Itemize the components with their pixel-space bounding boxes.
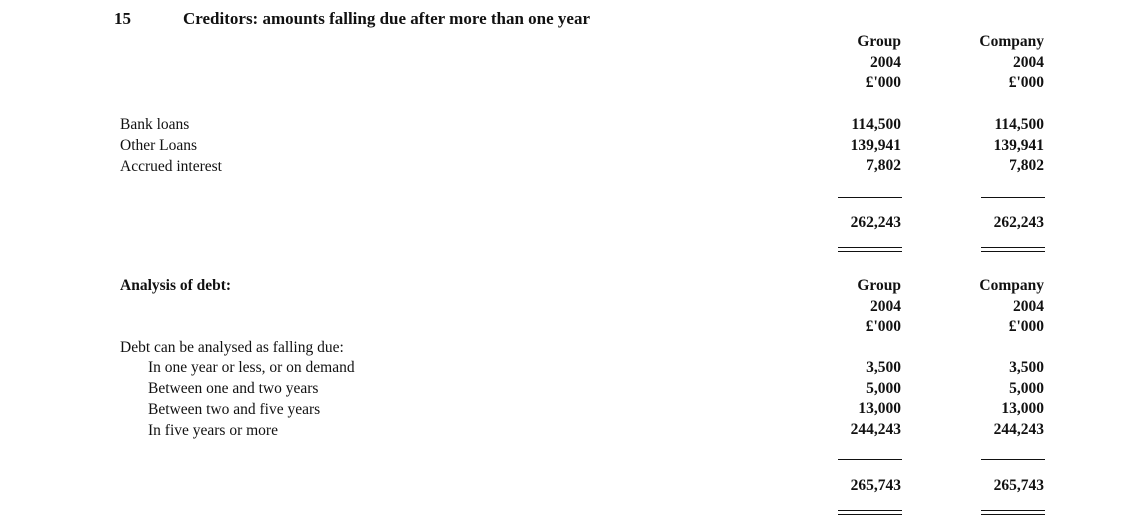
row-label-accrued-interest: Accrued interest (120, 158, 222, 175)
cell-value: 5,000 (1009, 379, 1044, 397)
analysis-company-header (979, 276, 1044, 338)
header-line: £'000 (1008, 318, 1044, 335)
analysis-company-values (994, 358, 1044, 440)
row-label-bank-loans: Bank loans (120, 116, 190, 133)
analysis-group-values (851, 358, 901, 440)
row-label-other-loans: Other Loans (120, 137, 198, 154)
header-line: Company (979, 277, 1044, 294)
row-label-five-years-or-more: In five years or more (148, 422, 278, 439)
creditors-company-header (979, 32, 1044, 94)
cell-value: 139,941 (850, 136, 901, 154)
subtotal-rule (838, 197, 902, 198)
cell-value: 13,000 (858, 400, 901, 417)
cell-value: 5,000 (866, 379, 901, 397)
header-line: Group (857, 277, 901, 294)
total-double-rule (838, 247, 902, 252)
creditors-group-values (851, 115, 901, 177)
analysis-group-header (857, 276, 901, 338)
header-line: 2004 (1013, 53, 1044, 71)
total-double-rule (838, 510, 902, 515)
total-double-rule (981, 247, 1045, 252)
header-line: £'000 (865, 74, 901, 91)
total-double-rule (981, 510, 1045, 515)
analysis-group-total: 265,743 (850, 477, 901, 494)
analysis-heading: Analysis of debt: (120, 277, 232, 294)
analysis-intro: Debt can be analysed as falling due: (120, 339, 344, 356)
cell-value: 7,802 (1009, 157, 1044, 174)
header-line: Company (979, 33, 1044, 50)
cell-value: 3,500 (866, 359, 901, 376)
cell-value: 13,000 (1001, 400, 1044, 417)
cell-value: 244,243 (993, 420, 1044, 438)
note-number: 15 (114, 9, 131, 28)
header-line: 2004 (1013, 297, 1044, 315)
subtotal-rule (981, 459, 1045, 460)
subtotal-rule (981, 197, 1045, 198)
cell-value: 244,243 (850, 420, 901, 438)
cell-value: 139,941 (993, 136, 1044, 154)
creditors-company-values (994, 115, 1044, 177)
header-line: Group (857, 33, 901, 50)
creditors-group-header (857, 32, 901, 94)
cell-value: 7,802 (866, 157, 901, 174)
header-line: £'000 (865, 318, 901, 335)
cell-value: 114,500 (994, 116, 1044, 133)
row-label-one-to-two-years: Between one and two years (148, 380, 319, 397)
note-title: Creditors: amounts falling due after more than one year (183, 9, 591, 28)
row-label-two-to-five-years: Between two and five years (148, 401, 321, 418)
creditors-company-total: 262,243 (993, 214, 1044, 231)
header-line: 2004 (870, 53, 901, 71)
header-line: 2004 (870, 297, 901, 315)
cell-value: 114,500 (851, 116, 901, 133)
cell-value: 3,500 (1009, 359, 1044, 376)
analysis-company-total: 265,743 (993, 477, 1044, 494)
creditors-group-total: 262,243 (850, 214, 901, 231)
subtotal-rule (838, 459, 902, 460)
row-label-one-year-or-less: In one year or less, or on demand (148, 359, 355, 376)
header-line: £'000 (1008, 74, 1044, 91)
